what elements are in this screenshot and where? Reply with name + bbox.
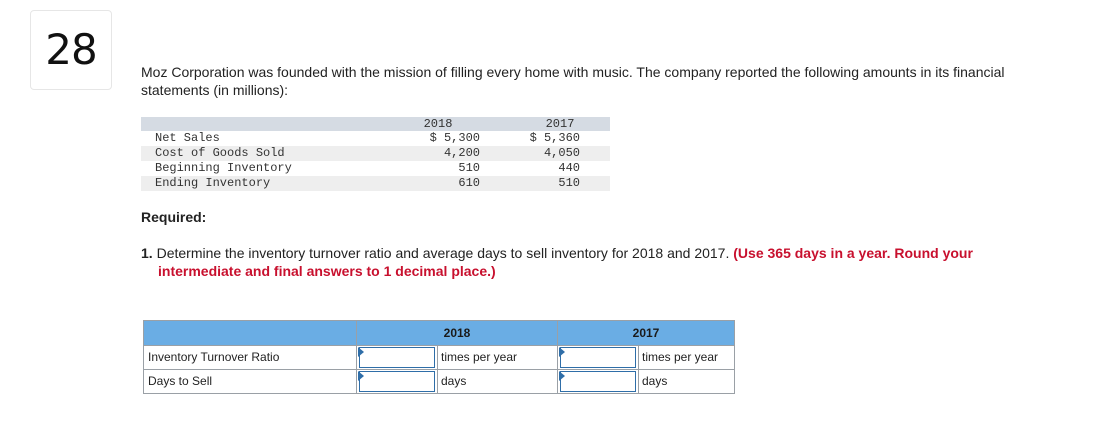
financial-row-beginning-inventory bbox=[141, 161, 610, 176]
intro-text: Moz Corporation was founded with the mission of filling every home with music. The company reported the following amounts in its financial statements (in millions): bbox=[141, 64, 1005, 98]
row-label: Net Sales bbox=[155, 131, 220, 145]
answer-table bbox=[143, 320, 735, 394]
financial-row-cogs bbox=[141, 146, 610, 161]
input-marker-icon bbox=[358, 347, 364, 357]
days-2017-input[interactable] bbox=[560, 371, 636, 392]
part-text: Determine the inventory turnover ratio and average days to sell inventory for 2018 and 2017. bbox=[156, 245, 730, 261]
answer-row-turnover bbox=[144, 346, 734, 370]
input-marker-icon bbox=[559, 347, 565, 357]
financial-data-table bbox=[141, 117, 610, 191]
value-2018: $ 5,300 bbox=[429, 131, 480, 145]
value-2018: 610 bbox=[458, 176, 480, 190]
input-marker-icon bbox=[559, 371, 565, 381]
answer-row-days bbox=[144, 370, 734, 393]
value-2018: 4,200 bbox=[443, 146, 480, 160]
header-2017: 2017 bbox=[545, 117, 575, 131]
part-instruction-line1: (Use 365 days in a year. Round your bbox=[733, 245, 973, 261]
turnover-2017-input[interactable] bbox=[560, 347, 636, 368]
row-label: Ending Inventory bbox=[155, 176, 271, 190]
answer-header-2018: 2018 bbox=[357, 321, 558, 345]
days-2018-input[interactable] bbox=[359, 371, 435, 392]
question-number: 28 bbox=[45, 25, 97, 74]
answer-cell-2017 bbox=[558, 346, 734, 369]
unit-label: days bbox=[437, 370, 557, 393]
input-marker-icon bbox=[358, 371, 364, 381]
row-label: Cost of Goods Sold bbox=[155, 146, 285, 160]
value-2017: $ 5,360 bbox=[529, 131, 580, 145]
row-label: Beginning Inventory bbox=[155, 161, 292, 175]
part-instruction-line2: intermediate and final answers to 1 decimal place.) bbox=[158, 263, 496, 279]
header-2018: 2018 bbox=[423, 117, 453, 131]
header-blank bbox=[144, 321, 357, 345]
turnover-2018-input[interactable] bbox=[359, 347, 435, 368]
answer-cell-2018 bbox=[357, 370, 558, 393]
value-2017: 4,050 bbox=[543, 146, 580, 160]
answer-header-row bbox=[144, 321, 734, 346]
answer-header-2017: 2017 bbox=[632, 326, 660, 340]
unit-label: days bbox=[638, 370, 734, 393]
part-number: 1. bbox=[141, 245, 153, 261]
answer-row-label: Days to Sell bbox=[144, 370, 357, 393]
financial-header-row bbox=[141, 117, 610, 131]
answer-cell-2018 bbox=[357, 346, 558, 369]
value-2018: 510 bbox=[458, 161, 480, 175]
question-number-box bbox=[30, 10, 112, 90]
answer-row-label: Inventory Turnover Ratio bbox=[144, 346, 357, 369]
unit-label: times per year bbox=[638, 346, 734, 369]
part-1-instructions bbox=[141, 244, 1081, 280]
required-heading: Required: bbox=[141, 209, 207, 225]
answer-cell-2017 bbox=[558, 370, 734, 393]
value-2017: 510 bbox=[558, 176, 580, 190]
unit-label: times per year bbox=[437, 346, 557, 369]
financial-row-net-sales bbox=[141, 131, 610, 146]
financial-row-ending-inventory bbox=[141, 176, 610, 191]
value-2017: 440 bbox=[558, 161, 580, 175]
